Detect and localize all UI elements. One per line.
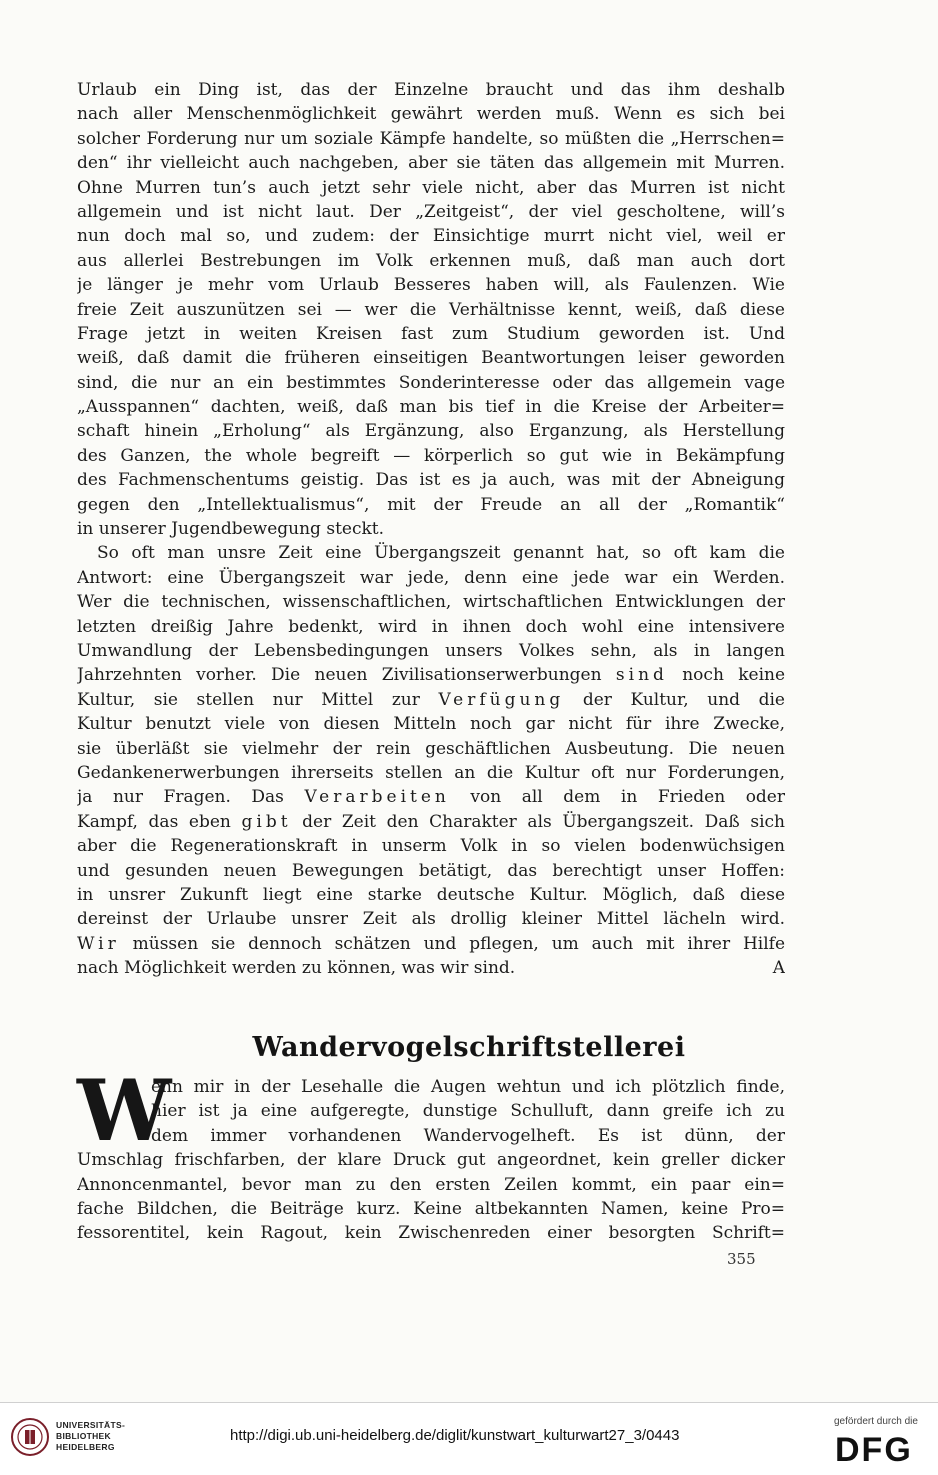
article-continuation: [77, 78, 785, 980]
text-line: dereinst der Urlaube unsrer Zeit als drollig kleiner Mittel lächeln wird.: [77, 909, 785, 930]
text-line: und gesunden neuen Bewegungen betätigt, das berechtigt unser Hoffen:: [77, 860, 785, 881]
emphasized-word: Verfügung: [438, 689, 565, 710]
text-line: enn mir in der Lesehalle die Augen wehtun und ich plötzlich finde,: [151, 1077, 785, 1097]
text-line: aus allerlei Bestrebungen im Volk erkennen muß, daß man auch dort: [77, 250, 785, 271]
page-number: 355: [727, 1250, 756, 1268]
text-line: gegen den „Intellektualismus“, mit der Freude an all der „Romantik“: [77, 494, 785, 515]
emphasized-word: Wir: [77, 933, 120, 954]
emphasized-word: Verarbeiten: [304, 787, 450, 808]
paragraph-2-part-2: [77, 712, 785, 785]
text-line: Ohne Murren tun’s auch jetzt sehr viele nicht, aber das Murren ist nicht: [77, 177, 785, 198]
text-line: nun doch mal so, und zudem: der Einsichtige murrt nicht viel, weil er: [77, 226, 785, 247]
text-line: Gedankenerwerbungen ihrerseits stellen an die Kultur oft nur Forderungen,: [77, 762, 785, 783]
text-line: in unsrer Zukunft liegt eine starke deutsche Kultur. Möglich, daß diese: [77, 884, 785, 905]
paragraph-2-part-3: [77, 834, 785, 932]
dfg-logo: DFG: [835, 1431, 913, 1469]
text-line: des Ganzen, the whole begreift — körperlich so gut wie in Bekämpfung: [77, 445, 785, 466]
text-line: Kampf, das eben gibt der Zeit den Charakter als Übergangszeit. Daß sich: [77, 811, 785, 832]
dropcap-lines: [77, 1075, 785, 1148]
emphasized-word: sind: [615, 665, 668, 686]
text-line: Jahrzehnten vorher. Die neuen Zivilisationserwerbungen sind noch keine: [77, 665, 785, 686]
text-line: den“ ihr vielleicht auch nachgeben, aber sie täten das allgemein mit Murren.: [77, 153, 785, 174]
text-line: nach aller Menschenmöglichkeit gewährt werden muß. Wenn es sich bei: [77, 104, 785, 125]
text-line: in unserer Jugendbewegung steckt.: [77, 519, 385, 540]
text-line: allgemein und ist nicht laut. Der „Zeitgeist“, der viel gescholtene, will’s: [77, 201, 785, 222]
drop-cap: W: [77, 1061, 172, 1160]
emphasized-word: gibt: [241, 811, 292, 832]
library-seal-icon: [10, 1417, 50, 1457]
text-line: sie überläßt sie vielmehr der rein geschäftlichen Ausbeutung. Die neuen: [77, 738, 785, 759]
text-line: So oft man unsre Zeit eine Übergangszeit genannt hat, so oft kam die: [97, 543, 785, 564]
text-line: „Ausspannen“ dachten, weiß, daß man bis tief in die Kreise der Arbeiter=: [77, 397, 785, 418]
text-line: sind, die nur an ein bestimmtes Sonderinteresse oder das allgemein vage: [77, 372, 785, 393]
text-line: des Fachmenschentums geistig. Das ist es ja auch, was mit der Abneigung: [77, 470, 785, 491]
text-line: fessorentitel, kein Ragout, kein Zwischenreden einer besorgten Schrift=: [77, 1223, 785, 1244]
text-line: Urlaub ein Ding ist, das der Einzelne braucht und das ihm deshalb: [77, 80, 785, 100]
library-name: UNIVERSITÄTS- BIBLIOTHEK HEIDELBERG: [56, 1420, 126, 1452]
text-line: Umwandlung der Lebensbedingungen unsers Volkes sehn, als in langen: [77, 640, 785, 661]
text-line: Antwort: eine Übergangszeit war jede, denn eine jede war ein Werden.: [77, 567, 785, 588]
paragraph-2-part-1: [77, 541, 785, 663]
paragraph-1: [77, 78, 785, 541]
funder-label: gefördert durch die: [834, 1416, 918, 1427]
text-line: Kultur benutzt viele von diesen Mitteln noch gar nicht für ihre Zwecke,: [77, 714, 785, 735]
text-line: hier ist ja eine aufgeregte, dunstige Schulluft, dann greife ich zu: [151, 1101, 785, 1122]
text-line: Frage jetzt in weiten Kreisen fast zum Studium geworden ist. Und: [77, 323, 785, 344]
text-line: ja nur Fragen. Das Verarbeiten von all dem in Frieden oder: [77, 787, 785, 808]
author-signature: A: [772, 958, 785, 979]
text-line: Umschlag frischfarben, der klare Druck gut angeordnet, kein greller dicker: [77, 1150, 785, 1171]
text-line: Kultur, sie stellen nur Mittel zur Verfügung der Kultur, und die: [77, 689, 785, 710]
text-line: Wir müssen sie dennoch schätzen und pflegen, um auch mit ihrer Hilfe: [77, 933, 785, 954]
text-line: Annoncenmantel, bevor man zu den ersten Zeilen kommt, ein paar ein=: [77, 1174, 785, 1195]
text-line: je länger je mehr vom Urlaub Besseres haben will, als Faulenzen. Wie: [77, 275, 785, 296]
text-line-last: nach Möglichkeit werden zu können, was wir sind. A: [77, 956, 785, 980]
text-line: Wer die technischen, wissenschaftlichen, wirtschaftlichen Entwicklungen der: [77, 592, 785, 613]
text-line: fache Bildchen, die Beiträge kurz. Keine altbekannten Namen, keine Pro=: [77, 1198, 785, 1219]
text-line: schaft hinein „Erholung“ als Ergänzung, also Erganzung, als Herstellung: [77, 421, 785, 442]
text-line: dem immer vorhandenen Wandervogelheft. Es ist dünn, der: [151, 1125, 785, 1146]
text-line: solcher Forderung nur um soziale Kämpfe handelte, so müßten die „Herrschen=: [77, 128, 785, 149]
permalink-url[interactable]: http://digi.ub.uni-heidelberg.de/diglit/kunstwart_kulturwart27_3/0443: [230, 1427, 680, 1444]
text-line: freie Zeit auszunützen sei — wer die Verhältnisse kennt, weiß, daß diese: [77, 299, 785, 320]
text-line: letzten dreißig Jahre bedenkt, wird in ihnen doch wohl eine intensivere: [77, 616, 785, 637]
article-body: [77, 1148, 785, 1246]
text-line: aber die Regenerationskraft in unserm Volk in so vielen bodenwüchsigen: [77, 836, 785, 857]
article-heading: Wandervogelschriftstellerei: [252, 1032, 686, 1063]
viewer-footer: [0, 1402, 938, 1475]
text-line: weiß, daß damit die früheren einseitigen Beantwortungen leiser geworden: [77, 348, 785, 369]
article-wandervogel: [77, 1061, 785, 1246]
